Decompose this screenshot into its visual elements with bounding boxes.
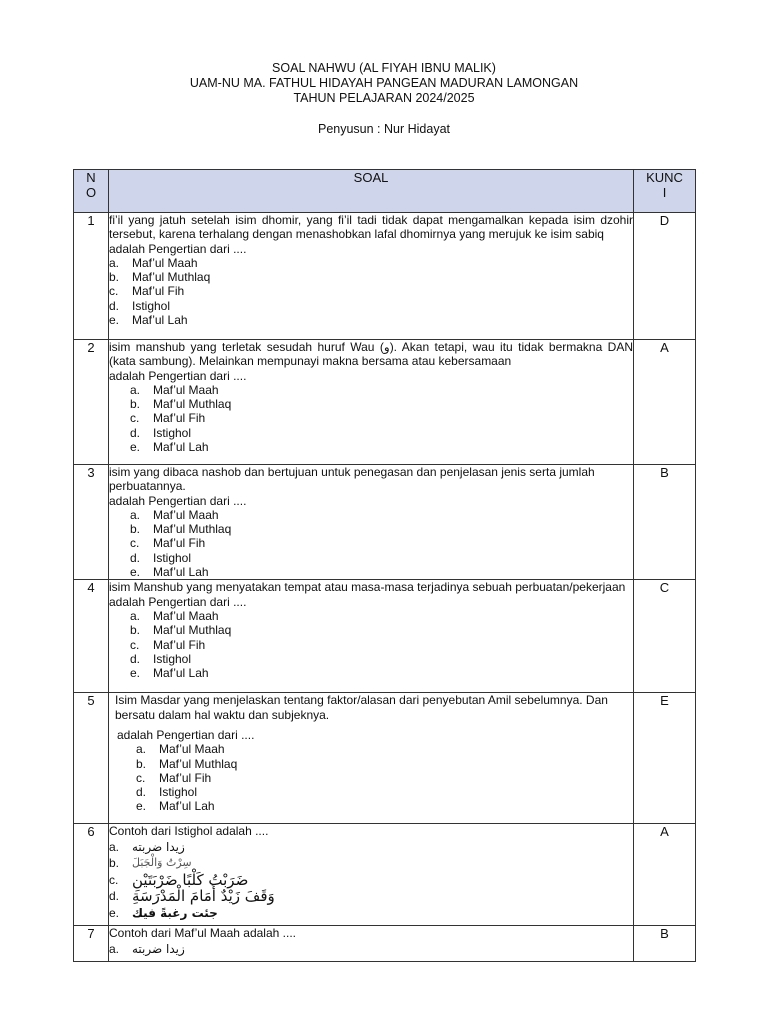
question-prompt: adalah Pengertian dari .... bbox=[109, 368, 247, 383]
list-item bbox=[109, 855, 633, 872]
option-text: Maf’ul Fih bbox=[153, 536, 206, 551]
question-number: 2 bbox=[74, 340, 109, 465]
list-item bbox=[130, 508, 633, 522]
answer-key: B bbox=[634, 465, 696, 580]
option-text: Maf’ul Maah bbox=[132, 255, 198, 270]
question-cell bbox=[109, 465, 634, 580]
option-text: Maf’ul Muthlaq bbox=[153, 623, 232, 638]
author-line: Penyusun : Nur Hidayat bbox=[317, 122, 450, 136]
list-item bbox=[109, 256, 633, 270]
option-label: a. bbox=[130, 382, 141, 397]
list-item bbox=[130, 397, 633, 411]
question-cell bbox=[109, 693, 634, 824]
question-text: isim Manshub yang menyatakan tempat atau masa-masa terjadinya sebuah perbuatan/pekerjaan bbox=[109, 580, 626, 595]
list-item bbox=[109, 888, 633, 905]
option-text: زيدا ضربته bbox=[132, 941, 185, 956]
option-list bbox=[109, 609, 633, 680]
option-label: e. bbox=[130, 565, 141, 580]
list-item bbox=[130, 609, 633, 623]
option-list bbox=[109, 941, 633, 958]
option-text: Maf’ul Lah bbox=[153, 565, 209, 580]
option-label: a. bbox=[109, 839, 120, 854]
option-list bbox=[109, 256, 633, 327]
option-list bbox=[109, 508, 633, 579]
option-text: Maf’ul Lah bbox=[132, 313, 188, 328]
option-label: b. bbox=[130, 397, 141, 412]
option-text: سِرْتُ وَالْجَبَلَ bbox=[132, 856, 192, 870]
option-label: d. bbox=[136, 785, 147, 800]
question-cell bbox=[109, 824, 634, 926]
option-text: وَقَفَ زَيْدٌ أَمَامَ الْمَدْرَسَةِ bbox=[132, 887, 275, 906]
column-header-soal: SOAL bbox=[109, 170, 634, 213]
question-text: Contoh dari Istighol adalah .... bbox=[109, 824, 269, 839]
question-number: 1 bbox=[74, 213, 109, 340]
column-header-no-line2: O bbox=[85, 185, 97, 200]
question-text: isim manshub yang terletak sesudah huruf Wau (و). Akan tetapi, wau itu tidak bermakna DAN (kata sambung). Melainkan mempunayi makna bersama atau kebersamaan bbox=[109, 340, 633, 369]
list-item bbox=[136, 785, 633, 799]
option-label: e. bbox=[130, 666, 141, 681]
list-item bbox=[130, 536, 633, 550]
question-text: fi’il yang jatuh setelah isim dhomir, yang fi’il tadi tidak dapat mengamalkan kepada isim dzohir tersebut, karena terhalang dengan menashobkan lafal dhomirnya yang merujuk ke isim sabiq bbox=[109, 213, 633, 242]
list-item bbox=[136, 757, 633, 771]
option-label: a. bbox=[130, 507, 141, 522]
option-text: Maf’ul Fih bbox=[153, 637, 206, 652]
option-label: b. bbox=[130, 522, 141, 537]
option-text: Maf’ul Lah bbox=[153, 440, 209, 455]
option-label: a. bbox=[109, 255, 120, 270]
question-cell bbox=[109, 213, 634, 340]
option-label: a. bbox=[109, 941, 120, 956]
option-text: Maf’ul Fih bbox=[132, 284, 185, 299]
table-row bbox=[74, 693, 696, 824]
option-text: Maf’ul Maah bbox=[153, 382, 219, 397]
option-label: d. bbox=[130, 425, 141, 440]
list-item bbox=[109, 284, 633, 298]
option-list bbox=[115, 742, 633, 813]
option-label: e. bbox=[109, 905, 120, 920]
option-label: c. bbox=[130, 411, 140, 426]
option-text: Istighol bbox=[153, 651, 192, 666]
table-row bbox=[74, 926, 696, 962]
list-item bbox=[130, 426, 633, 440]
option-text: Istighol bbox=[159, 785, 198, 800]
list-item bbox=[130, 652, 633, 666]
option-label: d. bbox=[109, 889, 120, 904]
option-label: d. bbox=[130, 651, 141, 666]
header-title: SOAL NAHWU (AL FIYAH IBNU MALIK) bbox=[272, 61, 496, 75]
header-institution: UAM-NU MA. FATHUL HIDAYAH PANGEAN MADURAN LAMONGAN bbox=[189, 76, 579, 90]
option-label: c. bbox=[130, 637, 140, 652]
option-list bbox=[109, 383, 633, 454]
question-number: 5 bbox=[74, 693, 109, 824]
option-text: Istighol bbox=[153, 550, 192, 565]
list-item bbox=[136, 799, 633, 813]
answer-key: D bbox=[634, 213, 696, 340]
header-year: TAHUN PELAJARAN 2024/2025 bbox=[293, 91, 475, 105]
option-text: Maf’ul Fih bbox=[159, 770, 212, 785]
option-text: زيدا ضربته bbox=[132, 839, 185, 854]
option-label: b. bbox=[136, 756, 147, 771]
option-text: Maf’ul Muthlaq bbox=[153, 397, 232, 412]
option-label: a. bbox=[130, 608, 141, 623]
answer-key: A bbox=[634, 824, 696, 926]
question-cell bbox=[109, 340, 634, 465]
option-label: e. bbox=[136, 799, 147, 814]
option-text: جئت رغبةً فيك bbox=[132, 905, 218, 920]
option-label: b. bbox=[109, 856, 120, 871]
column-header-kunci bbox=[634, 170, 696, 213]
column-header-no-line1: N bbox=[86, 170, 96, 185]
option-text: ضَرَبْتُ كَلْبًا ضَرْبَتَيْنِ bbox=[132, 870, 249, 889]
answer-key: C bbox=[634, 580, 696, 693]
option-label: d. bbox=[130, 550, 141, 565]
column-header-kunci-line1: KUNC bbox=[646, 170, 683, 185]
option-text: Maf’ul Maah bbox=[159, 742, 225, 757]
column-header-kunci-line2: I bbox=[662, 185, 667, 200]
question-number: 6 bbox=[74, 824, 109, 926]
list-item bbox=[136, 742, 633, 756]
option-text: Istighol bbox=[153, 425, 192, 440]
question-prompt: adalah Pengertian dari .... bbox=[109, 594, 247, 609]
option-list bbox=[109, 839, 633, 922]
option-label: b. bbox=[130, 623, 141, 638]
question-number: 4 bbox=[74, 580, 109, 693]
list-item bbox=[109, 905, 633, 922]
table-header-row bbox=[74, 170, 696, 213]
column-header-no bbox=[74, 170, 109, 213]
question-prompt: adalah Pengertian dari .... bbox=[109, 493, 247, 508]
list-item bbox=[130, 383, 633, 397]
option-text: Maf’ul Maah bbox=[153, 608, 219, 623]
option-label: e. bbox=[109, 313, 120, 328]
list-item bbox=[130, 638, 633, 652]
option-label: c. bbox=[109, 872, 119, 887]
option-label: c. bbox=[109, 284, 119, 299]
list-item bbox=[130, 411, 633, 425]
document-header bbox=[0, 61, 768, 106]
list-item bbox=[109, 941, 633, 958]
question-number: 7 bbox=[74, 926, 109, 962]
list-item bbox=[109, 313, 633, 327]
answer-key: E bbox=[634, 693, 696, 824]
option-label: c. bbox=[136, 770, 146, 785]
option-text: Maf’ul Lah bbox=[153, 666, 209, 681]
option-text: Maf’ul Maah bbox=[153, 507, 219, 522]
question-text: isim yang dibaca nashob dan bertujuan untuk penegasan dan penjelasan jenis serta jumlah perbuatannya. bbox=[109, 465, 595, 494]
option-text: Maf’ul Muthlaq bbox=[159, 756, 238, 771]
question-text: Isim Masdar yang menjelaskan tentang faktor/alasan dari penyebutan Amil sebelumnya. Dan bersatu dalam hal waktu dan subjeknya. bbox=[115, 693, 608, 722]
question-table bbox=[73, 169, 696, 962]
question-number: 3 bbox=[74, 465, 109, 580]
question-prompt: adalah Pengertian dari .... bbox=[117, 727, 255, 742]
option-label: d. bbox=[109, 298, 120, 313]
question-prompt: adalah Pengertian dari .... bbox=[109, 241, 247, 256]
table-row bbox=[74, 824, 696, 926]
option-text: Maf’ul Muthlaq bbox=[153, 522, 232, 537]
option-text: Maf’ul Fih bbox=[153, 411, 206, 426]
option-text: Maf’ul Muthlaq bbox=[132, 270, 211, 285]
list-item bbox=[130, 440, 633, 454]
question-cell bbox=[109, 926, 634, 962]
question-text: Contoh dari Maf’ul Maah adalah .... bbox=[109, 926, 296, 941]
option-text: Maf’ul Lah bbox=[159, 799, 215, 814]
table-row bbox=[74, 213, 696, 340]
list-item bbox=[109, 270, 633, 284]
table-row bbox=[74, 465, 696, 580]
question-cell bbox=[109, 580, 634, 693]
option-label: e. bbox=[130, 440, 141, 455]
list-item bbox=[130, 522, 633, 536]
table-row bbox=[74, 580, 696, 693]
option-label: c. bbox=[130, 536, 140, 551]
list-item bbox=[109, 839, 633, 856]
option-text: Istighol bbox=[132, 298, 171, 313]
list-item bbox=[130, 565, 633, 579]
option-label: b. bbox=[109, 270, 120, 285]
option-label: a. bbox=[136, 742, 147, 757]
list-item bbox=[109, 872, 633, 889]
list-item bbox=[130, 623, 633, 637]
list-item bbox=[130, 551, 633, 565]
list-item bbox=[136, 771, 633, 785]
answer-key: B bbox=[634, 926, 696, 962]
answer-key: A bbox=[634, 340, 696, 465]
list-item bbox=[109, 299, 633, 313]
list-item bbox=[130, 666, 633, 680]
table-row bbox=[74, 340, 696, 465]
